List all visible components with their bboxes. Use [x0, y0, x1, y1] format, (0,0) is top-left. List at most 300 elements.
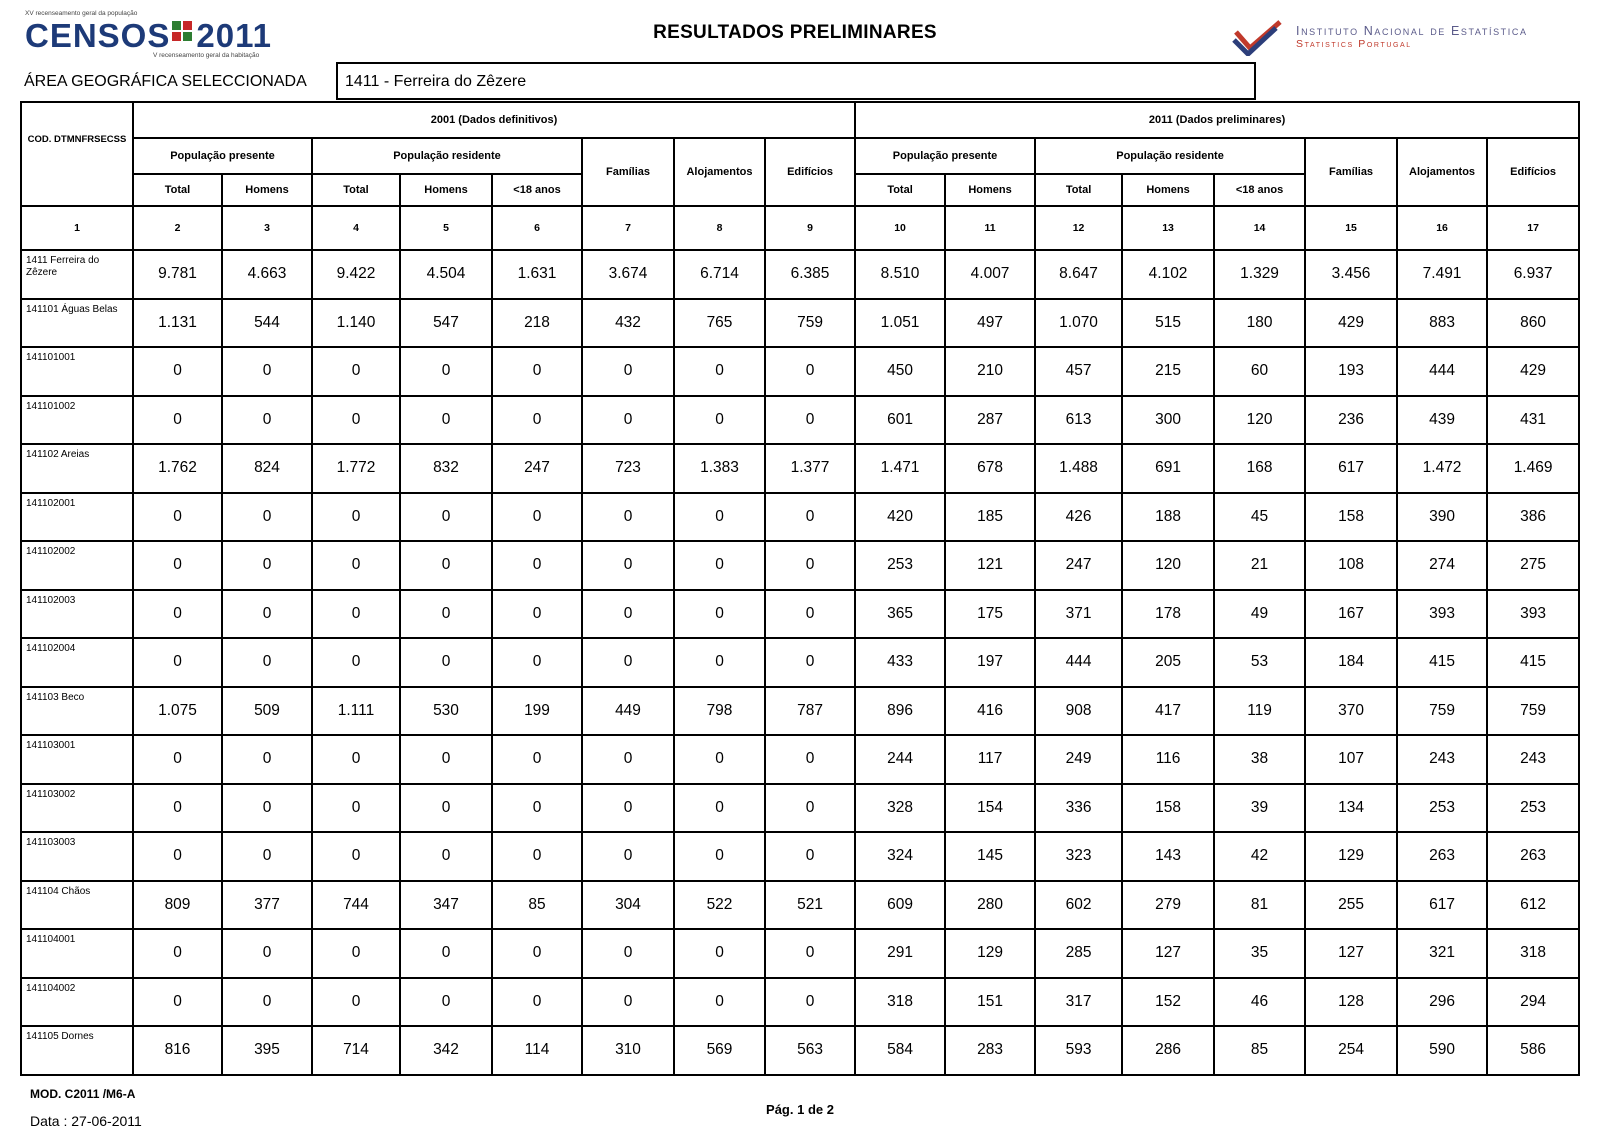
table-cell: 21	[1214, 541, 1305, 590]
row-code: 141101 Águas Belas	[21, 299, 133, 348]
table-cell: 0	[222, 493, 312, 542]
familias-2001-header: Famílias	[582, 138, 674, 206]
table-cell: 253	[1487, 784, 1579, 833]
table-cell: 0	[492, 638, 582, 687]
row-code: 141101001	[21, 347, 133, 396]
row-code: 141102001	[21, 493, 133, 542]
table-cell: 0	[312, 784, 400, 833]
table-cell: 193	[1305, 347, 1397, 396]
table-cell: 107	[1305, 735, 1397, 784]
logo-year: 2011	[196, 17, 272, 54]
table-cell: 1.070	[1035, 299, 1122, 348]
table-cell: 0	[765, 638, 855, 687]
table-cell: 42	[1214, 832, 1305, 881]
pop-presente-2011-header: População presente	[855, 138, 1035, 174]
table-cell: 6.937	[1487, 250, 1579, 299]
homens-header: Homens	[1122, 174, 1214, 206]
table-cell: 0	[222, 638, 312, 687]
table-cell: 243	[1487, 735, 1579, 784]
table-cell: 128	[1305, 978, 1397, 1027]
table-cell: 108	[1305, 541, 1397, 590]
table-cell: 151	[945, 978, 1035, 1027]
table-cell: 0	[765, 493, 855, 542]
table-cell: 432	[582, 299, 674, 348]
table-cell: 393	[1487, 590, 1579, 639]
table-cell: 1.329	[1214, 250, 1305, 299]
table-cell: 497	[945, 299, 1035, 348]
column-number: 5	[400, 206, 492, 250]
row-code: 1411 Ferreira do Zêzere	[21, 250, 133, 299]
logo-flag-icon	[172, 21, 194, 43]
total-header: Total	[1035, 174, 1122, 206]
table-cell: 1.472	[1397, 444, 1487, 493]
column-number: 2	[133, 206, 222, 250]
table-cell: 323	[1035, 832, 1122, 881]
table-cell: 127	[1122, 929, 1214, 978]
table-row	[21, 347, 1579, 396]
table-cell: 114	[492, 1026, 582, 1075]
table-cell: 433	[855, 638, 945, 687]
column-number: 1	[21, 206, 133, 250]
homens-header: Homens	[945, 174, 1035, 206]
column-number: 9	[765, 206, 855, 250]
table-cell: 457	[1035, 347, 1122, 396]
table-cell: 522	[674, 881, 765, 930]
logo-top-text: XV recenseamento geral da população	[25, 10, 138, 17]
table-cell: 342	[400, 1026, 492, 1075]
table-cell: 0	[582, 347, 674, 396]
table-cell: 759	[1487, 687, 1579, 736]
table-cell: 0	[765, 784, 855, 833]
table-cell: 152	[1122, 978, 1214, 1027]
table-cell: 0	[492, 929, 582, 978]
table-cell: 0	[312, 638, 400, 687]
pop-residente-2011-header: População residente	[1035, 138, 1305, 174]
table-cell: 759	[1397, 687, 1487, 736]
table-cell: 145	[945, 832, 1035, 881]
table-cell: 0	[674, 347, 765, 396]
table-cell: 691	[1122, 444, 1214, 493]
table-cell: 0	[674, 832, 765, 881]
table-cell: 4.663	[222, 250, 312, 299]
table-cell: 613	[1035, 396, 1122, 445]
table-cell: 81	[1214, 881, 1305, 930]
table-cell: 116	[1122, 735, 1214, 784]
table-row	[21, 832, 1579, 881]
table-row	[21, 444, 1579, 493]
table-cell: 0	[674, 638, 765, 687]
table-cell: 515	[1122, 299, 1214, 348]
table-cell: 197	[945, 638, 1035, 687]
table-cell: 0	[133, 735, 222, 784]
table-cell: 247	[1035, 541, 1122, 590]
table-cell: 0	[582, 590, 674, 639]
column-number-row	[21, 206, 1579, 250]
table-cell: 1.383	[674, 444, 765, 493]
table-cell: 420	[855, 493, 945, 542]
table-cell: 530	[400, 687, 492, 736]
table-cell: 120	[1122, 541, 1214, 590]
row-code: 141102 Areias	[21, 444, 133, 493]
page-number: Pág. 1 de 2	[766, 1102, 834, 1117]
table-cell: 4.102	[1122, 250, 1214, 299]
ine-name: Instituto Nacional de Estatística	[1296, 24, 1528, 38]
table-cell: 285	[1035, 929, 1122, 978]
row-code: 141102002	[21, 541, 133, 590]
table-cell: 321	[1397, 929, 1487, 978]
table-cell: 6.714	[674, 250, 765, 299]
table-cell: 0	[400, 590, 492, 639]
table-cell: 119	[1214, 687, 1305, 736]
table-cell: 0	[133, 638, 222, 687]
logo-bottom-text: V recenseamento geral da habitação	[153, 52, 260, 59]
table-cell: 0	[582, 929, 674, 978]
table-cell: 586	[1487, 1026, 1579, 1075]
group-2011-header: 2011 (Dados preliminares)	[855, 102, 1579, 138]
table-row	[21, 396, 1579, 445]
ine-subname: Statistics Portugal	[1296, 38, 1412, 50]
table-row	[21, 978, 1579, 1027]
table-cell: 714	[312, 1026, 400, 1075]
row-code: 141102004	[21, 638, 133, 687]
table-cell: 1.762	[133, 444, 222, 493]
table-cell: 370	[1305, 687, 1397, 736]
table-cell: 544	[222, 299, 312, 348]
table-row	[21, 929, 1579, 978]
table-cell: 9.781	[133, 250, 222, 299]
total-header: Total	[133, 174, 222, 206]
table-cell: 444	[1035, 638, 1122, 687]
homens-header: Homens	[400, 174, 492, 206]
table-cell: 4.007	[945, 250, 1035, 299]
table-row	[21, 881, 1579, 930]
table-cell: 178	[1122, 590, 1214, 639]
table-cell: 304	[582, 881, 674, 930]
table-cell: 310	[582, 1026, 674, 1075]
table-cell: 85	[1214, 1026, 1305, 1075]
logo-wordmark	[25, 18, 272, 54]
table-cell: 0	[674, 735, 765, 784]
table-cell: 590	[1397, 1026, 1487, 1075]
table-cell: 318	[855, 978, 945, 1027]
column-number: 10	[855, 206, 945, 250]
table-cell: 395	[222, 1026, 312, 1075]
table-cell: 291	[855, 929, 945, 978]
table-cell: 759	[765, 299, 855, 348]
table-cell: 0	[765, 735, 855, 784]
table-cell: 0	[492, 784, 582, 833]
table-cell: 612	[1487, 881, 1579, 930]
table-cell: 1.488	[1035, 444, 1122, 493]
table-cell: 8.510	[855, 250, 945, 299]
table-cell: 377	[222, 881, 312, 930]
table-cell: 0	[400, 493, 492, 542]
table-cell: 280	[945, 881, 1035, 930]
column-number: 16	[1397, 206, 1487, 250]
table-cell: 723	[582, 444, 674, 493]
table-cell: 49	[1214, 590, 1305, 639]
table-cell: 0	[400, 929, 492, 978]
table-cell: 244	[855, 735, 945, 784]
table-cell: 0	[674, 493, 765, 542]
familias-2011-header: Famílias	[1305, 138, 1397, 206]
table-cell: 253	[855, 541, 945, 590]
table-cell: 0	[312, 396, 400, 445]
ine-check-icon	[1232, 18, 1292, 56]
table-cell: 509	[222, 687, 312, 736]
table-cell: 0	[133, 832, 222, 881]
table-cell: 0	[765, 832, 855, 881]
table-cell: 0	[765, 396, 855, 445]
table-cell: 0	[492, 978, 582, 1027]
column-number: 11	[945, 206, 1035, 250]
form-model: MOD. C2011 /M6-A	[30, 1087, 136, 1101]
table-cell: 117	[945, 735, 1035, 784]
table-cell: 0	[312, 978, 400, 1027]
census-table	[20, 101, 1580, 1076]
table-cell: 0	[582, 541, 674, 590]
table-cell: 1.469	[1487, 444, 1579, 493]
table-cell: 175	[945, 590, 1035, 639]
table-cell: 0	[312, 735, 400, 784]
table-cell: 0	[312, 832, 400, 881]
column-number: 7	[582, 206, 674, 250]
column-number: 17	[1487, 206, 1579, 250]
row-code: 141104 Chãos	[21, 881, 133, 930]
table-cell: 0	[765, 978, 855, 1027]
table-cell: 429	[1487, 347, 1579, 396]
table-cell: 336	[1035, 784, 1122, 833]
table-cell: 294	[1487, 978, 1579, 1027]
table-cell: 60	[1214, 347, 1305, 396]
table-cell: 0	[133, 541, 222, 590]
table-cell: 249	[1035, 735, 1122, 784]
table-cell: 0	[222, 978, 312, 1027]
table-cell: 0	[765, 541, 855, 590]
table-cell: 1.140	[312, 299, 400, 348]
table-cell: 0	[582, 638, 674, 687]
row-code: 141102003	[21, 590, 133, 639]
table-cell: 416	[945, 687, 1035, 736]
table-cell: 415	[1397, 638, 1487, 687]
column-number: 13	[1122, 206, 1214, 250]
table-cell: 371	[1035, 590, 1122, 639]
table-cell: 439	[1397, 396, 1487, 445]
table-cell: 279	[1122, 881, 1214, 930]
table-cell: 275	[1487, 541, 1579, 590]
table-cell: 0	[400, 978, 492, 1027]
code-header: COD. DTMNFRSECSS	[21, 102, 133, 206]
alojamentos-2001-header: Alojamentos	[674, 138, 765, 206]
table-cell: 816	[133, 1026, 222, 1075]
total-header: Total	[855, 174, 945, 206]
table-cell: 798	[674, 687, 765, 736]
table-cell: 0	[222, 735, 312, 784]
table-cell: 0	[400, 541, 492, 590]
table-cell: 0	[492, 735, 582, 784]
table-cell: 908	[1035, 687, 1122, 736]
table-cell: 0	[222, 832, 312, 881]
table-cell: 386	[1487, 493, 1579, 542]
edificios-2001-header: Edifícios	[765, 138, 855, 206]
pop-presente-2001-header: População presente	[133, 138, 312, 174]
report-date: Data : 27-06-2011	[30, 1113, 142, 1129]
table-cell: 188	[1122, 493, 1214, 542]
table-cell: 787	[765, 687, 855, 736]
table-cell: 296	[1397, 978, 1487, 1027]
table-cell: 417	[1122, 687, 1214, 736]
table-cell: 563	[765, 1026, 855, 1075]
logo-word: CENSOS	[25, 17, 171, 54]
table-cell: 236	[1305, 396, 1397, 445]
table-cell: 243	[1397, 735, 1487, 784]
table-cell: 0	[765, 929, 855, 978]
table-cell: 0	[133, 347, 222, 396]
table-cell: 444	[1397, 347, 1487, 396]
table-cell: 253	[1397, 784, 1487, 833]
table-cell: 1.111	[312, 687, 400, 736]
table-cell: 0	[582, 784, 674, 833]
column-number: 4	[312, 206, 400, 250]
table-row	[21, 250, 1579, 299]
table-cell: 129	[1305, 832, 1397, 881]
table-cell: 0	[674, 396, 765, 445]
table-row	[21, 784, 1579, 833]
table-cell: 38	[1214, 735, 1305, 784]
table-cell: 0	[400, 784, 492, 833]
table-cell: 521	[765, 881, 855, 930]
table-cell: 426	[1035, 493, 1122, 542]
table-cell: 53	[1214, 638, 1305, 687]
table-cell: 602	[1035, 881, 1122, 930]
table-cell: 85	[492, 881, 582, 930]
row-code: 141103002	[21, 784, 133, 833]
table-cell: 287	[945, 396, 1035, 445]
table-cell: 35	[1214, 929, 1305, 978]
table-cell: 0	[222, 396, 312, 445]
table-cell: 205	[1122, 638, 1214, 687]
row-code: 141105 Dornes	[21, 1026, 133, 1075]
table-cell: 3.456	[1305, 250, 1397, 299]
table-cell: 609	[855, 881, 945, 930]
table-cell: 39	[1214, 784, 1305, 833]
table-cell: 0	[133, 493, 222, 542]
table-cell: 143	[1122, 832, 1214, 881]
table-cell: 158	[1305, 493, 1397, 542]
table-cell: 0	[400, 396, 492, 445]
table-cell: 0	[312, 590, 400, 639]
table-cell: 393	[1397, 590, 1487, 639]
table-cell: 365	[855, 590, 945, 639]
table-cell: 896	[855, 687, 945, 736]
table-cell: 0	[582, 832, 674, 881]
column-number: 12	[1035, 206, 1122, 250]
table-cell: 127	[1305, 929, 1397, 978]
table-cell: 1.131	[133, 299, 222, 348]
table-cell: 254	[1305, 1026, 1397, 1075]
table-cell: 7.491	[1397, 250, 1487, 299]
group-2001-header: 2001 (Dados definitivos)	[133, 102, 855, 138]
row-code: 141104002	[21, 978, 133, 1027]
table-cell: 601	[855, 396, 945, 445]
table-row	[21, 1026, 1579, 1075]
table-cell: 0	[400, 638, 492, 687]
table-cell: 129	[945, 929, 1035, 978]
table-row	[21, 493, 1579, 542]
table-cell: 809	[133, 881, 222, 930]
table-cell: 1.075	[133, 687, 222, 736]
table-cell: 215	[1122, 347, 1214, 396]
table-cell: 1.772	[312, 444, 400, 493]
table-cell: 0	[492, 493, 582, 542]
column-number: 14	[1214, 206, 1305, 250]
table-cell: 0	[674, 978, 765, 1027]
table-cell: 0	[222, 784, 312, 833]
table-cell: 317	[1035, 978, 1122, 1027]
table-cell: 180	[1214, 299, 1305, 348]
table-cell: 1.471	[855, 444, 945, 493]
table-cell: 0	[674, 929, 765, 978]
table-cell: 318	[1487, 929, 1579, 978]
table-cell: 744	[312, 881, 400, 930]
table-cell: 45	[1214, 493, 1305, 542]
table-cell: 121	[945, 541, 1035, 590]
alojamentos-2011-header: Alojamentos	[1397, 138, 1487, 206]
table-cell: 0	[133, 929, 222, 978]
table-cell: 617	[1305, 444, 1397, 493]
table-cell: 6.385	[765, 250, 855, 299]
table-cell: 593	[1035, 1026, 1122, 1075]
table-cell: 168	[1214, 444, 1305, 493]
homens-header: Homens	[222, 174, 312, 206]
table-cell: 0	[582, 978, 674, 1027]
table-cell: 199	[492, 687, 582, 736]
table-cell: 0	[222, 347, 312, 396]
table-cell: 8.647	[1035, 250, 1122, 299]
table-cell: 449	[582, 687, 674, 736]
menos-18-header: <18 anos	[1214, 174, 1305, 206]
table-cell: 0	[492, 396, 582, 445]
row-code: 141103001	[21, 735, 133, 784]
table-cell: 255	[1305, 881, 1397, 930]
table-cell: 4.504	[400, 250, 492, 299]
table-cell: 158	[1122, 784, 1214, 833]
pop-residente-2001-header: População residente	[312, 138, 582, 174]
table-cell: 0	[492, 832, 582, 881]
total-header: Total	[312, 174, 400, 206]
table-cell: 218	[492, 299, 582, 348]
table-cell: 1.631	[492, 250, 582, 299]
table-cell: 9.422	[312, 250, 400, 299]
table-cell: 184	[1305, 638, 1397, 687]
table-cell: 0	[582, 493, 674, 542]
table-cell: 0	[222, 590, 312, 639]
table-cell: 0	[400, 735, 492, 784]
table-cell: 120	[1214, 396, 1305, 445]
ine-logo	[1232, 18, 1572, 58]
table-cell: 1.051	[855, 299, 945, 348]
table-cell: 0	[400, 347, 492, 396]
table-cell: 0	[133, 978, 222, 1027]
table-cell: 450	[855, 347, 945, 396]
table-cell: 678	[945, 444, 1035, 493]
table-cell: 0	[133, 784, 222, 833]
row-code: 141103003	[21, 832, 133, 881]
table-cell: 0	[312, 929, 400, 978]
table-cell: 263	[1487, 832, 1579, 881]
table-row	[21, 638, 1579, 687]
table-cell: 0	[492, 541, 582, 590]
